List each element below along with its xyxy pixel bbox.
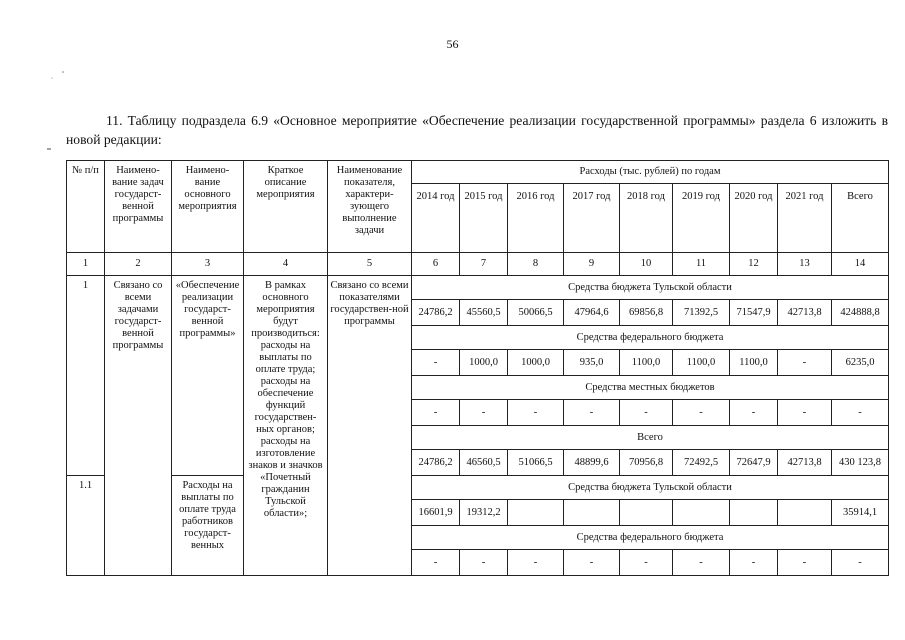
value-cell: - [778, 550, 832, 576]
row-1-task: Связано со всеми задачами государст-венной программы [105, 276, 172, 576]
value-cell: - [412, 550, 460, 576]
value-cell: - [564, 400, 620, 426]
column-number: 10 [620, 253, 673, 276]
value-cell: 45560,5 [460, 300, 508, 326]
value-cell [673, 500, 730, 526]
value-cell: - [620, 550, 673, 576]
column-number: 6 [412, 253, 460, 276]
value-cell: 48899,6 [564, 450, 620, 476]
header-total: Всего [832, 184, 889, 253]
header-expenses: Расходы (тыс. рублей) по годам [412, 161, 889, 184]
value-cell: 19312,2 [460, 500, 508, 526]
column-number: 1 [67, 253, 105, 276]
column-number: 4 [244, 253, 328, 276]
value-cell: 46560,5 [460, 450, 508, 476]
header-num: № п/п [67, 161, 105, 253]
source-federal-budget: Средства федерального бюджета [412, 526, 889, 550]
value-cell: - [412, 400, 460, 426]
value-cell: 24786,2 [412, 300, 460, 326]
column-number: 14 [832, 253, 889, 276]
value-cell: - [778, 350, 832, 376]
value-cell: - [730, 550, 778, 576]
column-number: 8 [508, 253, 564, 276]
row-1-description: В рамках основного мероприятия будут производиться: расходы на выплаты по оплате труда; расходы на обеспечение функций государствен-ных органов; расходы на изготовление знаков и значков «Почетный гражданин Тульской области»; [244, 276, 328, 576]
value-cell: 430 123,8 [832, 450, 889, 476]
row-1-indicator: Связано со всеми показателями государствен-ной программы [328, 276, 412, 576]
header-indicator: Наименование показателя, характери-зующего выполнение задачи [328, 161, 412, 253]
header-year-2020: 2020 год [730, 184, 778, 253]
value-cell: 24786,2 [412, 450, 460, 476]
row-1-number: 1 [67, 276, 105, 476]
column-number: 5 [328, 253, 412, 276]
source-regional-budget: Средства бюджета Тульской области [412, 476, 889, 500]
value-cell: - [564, 550, 620, 576]
value-cell: 69856,8 [620, 300, 673, 326]
header-description: Краткое описание мероприятия [244, 161, 328, 253]
value-cell: 70956,8 [620, 450, 673, 476]
column-number: 11 [673, 253, 730, 276]
value-cell [730, 500, 778, 526]
header-year-2016: 2016 год [508, 184, 564, 253]
value-cell: - [673, 550, 730, 576]
value-cell: 35914,1 [832, 500, 889, 526]
row-1-1-measure: Расходы на выплаты по оплате труда работников государст-венных [172, 476, 244, 576]
value-cell: - [460, 400, 508, 426]
value-cell: 1100,0 [730, 350, 778, 376]
value-cell: 1100,0 [673, 350, 730, 376]
value-cell: 72647,9 [730, 450, 778, 476]
value-cell: - [508, 400, 564, 426]
value-cell: - [673, 400, 730, 426]
value-cell: - [730, 400, 778, 426]
row-1-measure: «Обеспечение реализации государст-венной программы» [172, 276, 244, 476]
header-year-2014: 2014 год [412, 184, 460, 253]
value-cell: - [508, 550, 564, 576]
value-cell [508, 500, 564, 526]
column-number: 12 [730, 253, 778, 276]
row-1-1-number: 1.1 [67, 476, 105, 576]
header-year-2015: 2015 год [460, 184, 508, 253]
budget-table [66, 160, 889, 576]
intro-text: 11. Таблицу подраздела 6.9 «Основное мероприятие «Обеспечение реализации государственной программы» раздела 6 изложить в новой редакции: [66, 113, 888, 147]
value-cell [564, 500, 620, 526]
value-cell [778, 500, 832, 526]
header-year-2017: 2017 год [564, 184, 620, 253]
value-cell: 51066,5 [508, 450, 564, 476]
value-cell: 935,0 [564, 350, 620, 376]
value-cell: - [832, 550, 889, 576]
value-cell: - [412, 350, 460, 376]
column-number: 9 [564, 253, 620, 276]
value-cell: - [832, 400, 889, 426]
value-cell: 1000,0 [460, 350, 508, 376]
value-cell [620, 500, 673, 526]
header-year-2019: 2019 год [673, 184, 730, 253]
value-cell: 42713,8 [778, 300, 832, 326]
value-cell: 71392,5 [673, 300, 730, 326]
column-number: 3 [172, 253, 244, 276]
value-cell: 1000,0 [508, 350, 564, 376]
value-cell: 6235,0 [832, 350, 889, 376]
value-cell: 1100,0 [620, 350, 673, 376]
value-cell: 71547,9 [730, 300, 778, 326]
header-year-2018: 2018 год [620, 184, 673, 253]
source-local-budgets: Средства местных бюджетов [412, 376, 889, 400]
value-cell: 47964,6 [564, 300, 620, 326]
value-cell: 42713,8 [778, 450, 832, 476]
value-cell: - [460, 550, 508, 576]
value-cell: - [778, 400, 832, 426]
value-cell: - [620, 400, 673, 426]
header-measure: Наимено-вание основного мероприятия [172, 161, 244, 253]
page-number: 56 [446, 37, 459, 51]
column-number: 13 [778, 253, 832, 276]
column-number: 2 [105, 253, 172, 276]
source-federal-budget: Средства федерального бюджета [412, 326, 889, 350]
value-cell: 72492,5 [673, 450, 730, 476]
value-cell: 424888,8 [832, 300, 889, 326]
column-number: 7 [460, 253, 508, 276]
value-cell: 16601,9 [412, 500, 460, 526]
source-total: Всего [412, 426, 889, 450]
header-year-2021: 2021 год [778, 184, 832, 253]
source-regional-budget: Средства бюджета Тульской области [412, 276, 889, 300]
header-tasks: Наимено-вание задач государст-венной программы [105, 161, 172, 253]
value-cell: 50066,5 [508, 300, 564, 326]
